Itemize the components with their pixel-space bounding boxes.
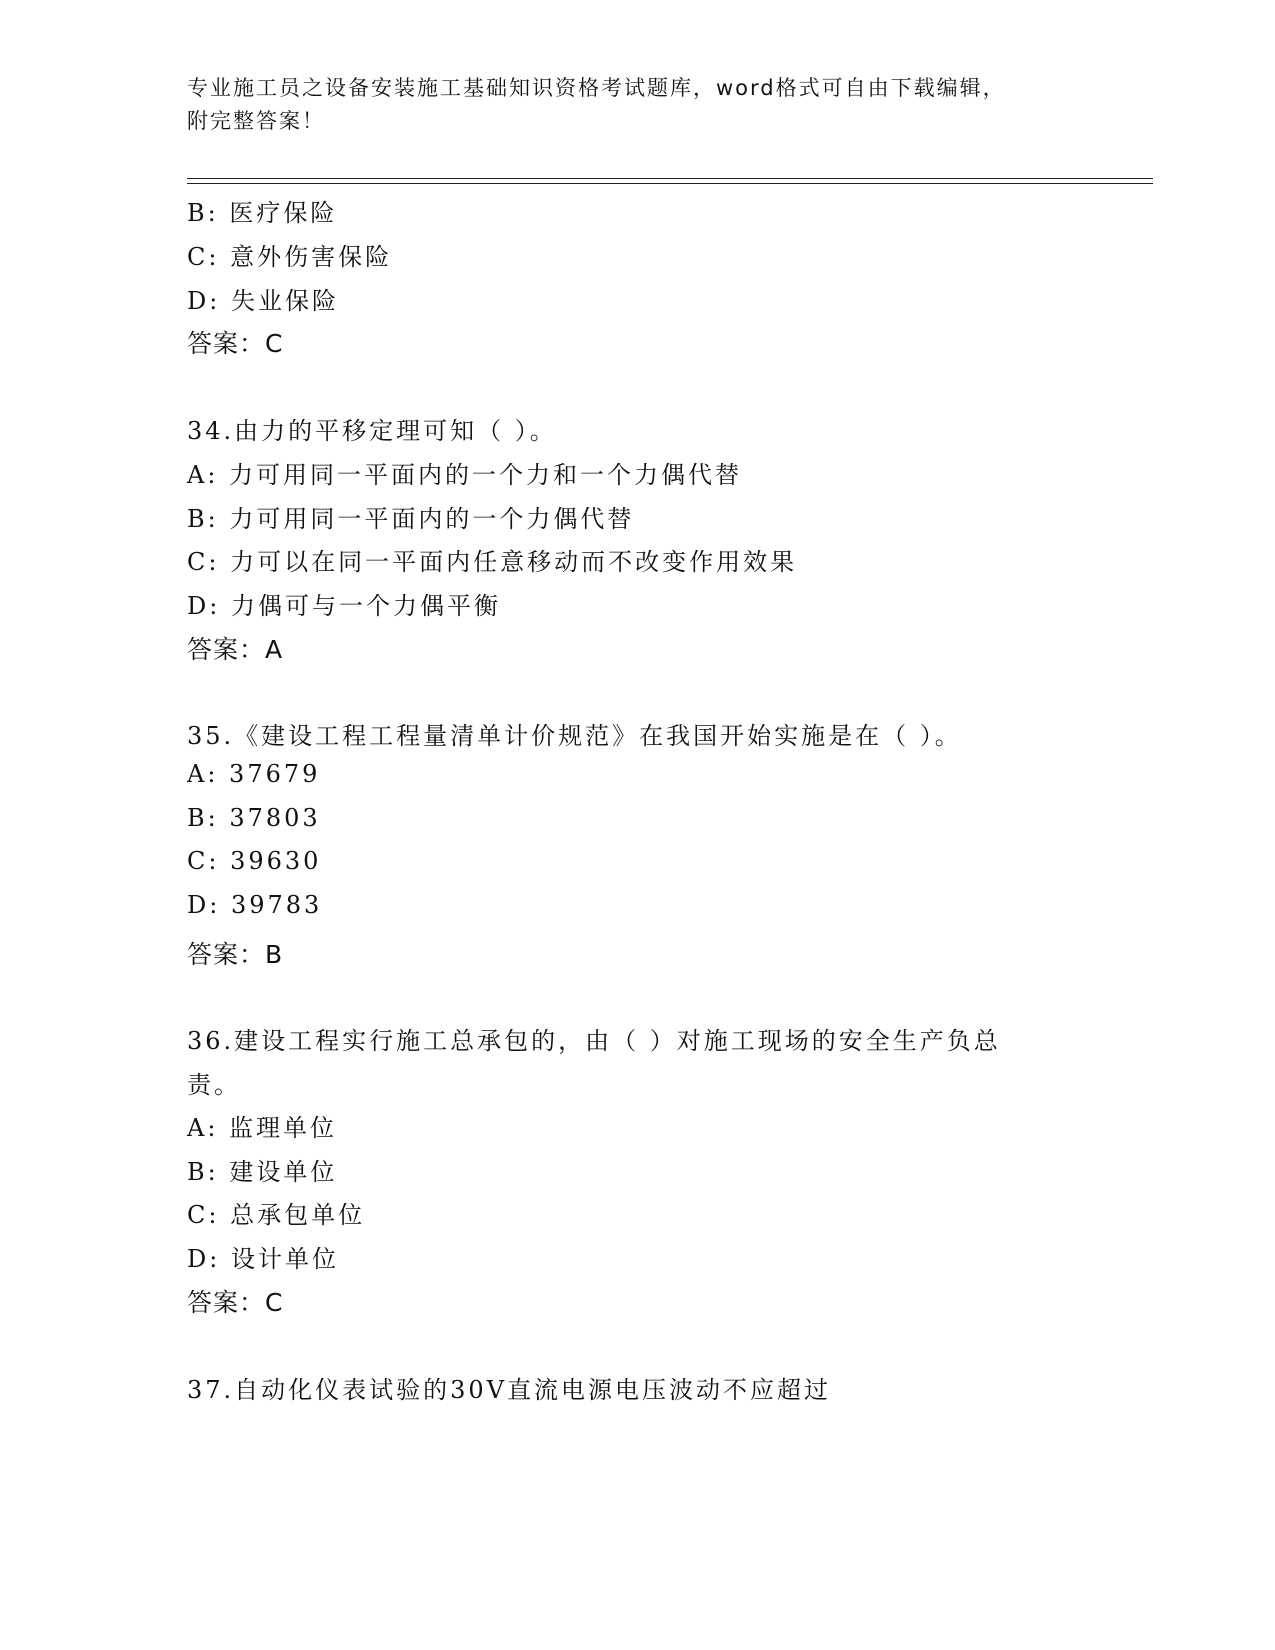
header-line-2: 附完整答案！ [187,109,325,133]
question-line: 责。 [187,1071,241,1099]
option-line: B: 37803 [187,804,321,832]
option-line: C: 力可以在同一平面内任意移动而不改变作用效果 [187,548,798,576]
option-line: D: 失业保险 [187,287,339,315]
header-rule-bottom [187,183,1153,184]
option-line: C: 意外伤害保险 [187,243,393,271]
document-header [187,72,1087,138]
header-rule-top [187,178,1153,179]
question-line: 35.《建设工程工程量清单计价规范》在我国开始实施是在（ ）。 [187,722,962,750]
option-line: C: 39630 [187,847,322,875]
answer-line: 答案：C [187,1288,284,1317]
option-line: B: 建设单位 [187,1158,338,1186]
option-line: A: 37679 [187,760,321,788]
answer-line: 答案：A [187,635,284,664]
option-line: D: 设计单位 [187,1245,339,1273]
question-line: 36.建设工程实行施工总承包的，由（ ）对施工现场的安全生产负总 [187,1027,1001,1055]
answer-line: 答案：B [187,940,284,969]
answer-line: 答案：C [187,329,284,358]
option-line: D: 39783 [187,891,323,919]
option-line: C: 总承包单位 [187,1201,366,1229]
header-line-1: 专业施工员之设备安装施工基础知识资格考试题库，word格式可自由下载编辑， [187,76,1006,100]
option-line: B: 力可用同一平面内的一个力偶代替 [187,505,635,533]
option-line: D: 力偶可与一个力偶平衡 [187,592,501,620]
question-line: 34.由力的平移定理可知（ ）。 [187,417,557,445]
option-line: B: 医疗保险 [187,199,338,227]
question-line: 37.自动化仪表试验的30V直流电源电压波动不应超过 [187,1376,832,1404]
option-line: A: 监理单位 [187,1114,338,1142]
option-line: A: 力可用同一平面内的一个力和一个力偶代替 [187,461,743,489]
